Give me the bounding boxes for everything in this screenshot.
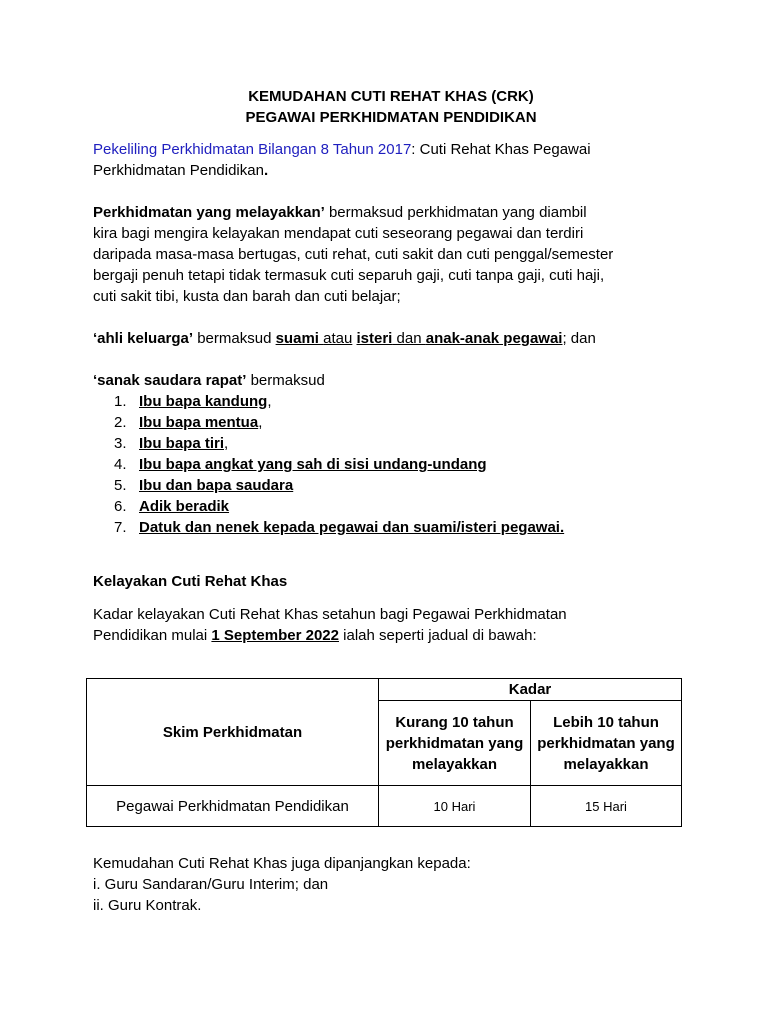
extension-line-2: i. Guru Sandaran/Guru Interim; dan xyxy=(93,876,329,893)
eligibility-intro xyxy=(93,604,693,646)
definition-family xyxy=(93,328,693,349)
definition-relatives-text: bermaksud xyxy=(246,372,325,389)
header-scheme: Skim Perkhidmatan xyxy=(87,679,379,786)
list-item-text: Adik beradik xyxy=(139,498,230,515)
eligibility-intro-line-2a: Pendidikan mulai xyxy=(93,627,212,644)
list-number: 6. xyxy=(114,498,127,515)
list-item-text: Ibu bapa kandung xyxy=(139,393,268,410)
cell-less-10-years: 10 Hari xyxy=(379,786,531,827)
list-number: 7. xyxy=(114,519,127,536)
list-item xyxy=(93,517,693,538)
extension-line-1: Kemudahan Cuti Rehat Khas juga dipanjangkan kepada: xyxy=(93,855,471,872)
list-item xyxy=(93,475,693,496)
list-item-suffix: , xyxy=(224,435,229,452)
list-item-suffix: , xyxy=(258,414,263,431)
definition-service-line-1: bermaksud perkhidmatan yang diambil xyxy=(324,204,587,221)
title-line-1: KEMUDAHAN CUTI REHAT KHAS (CRK) xyxy=(248,88,534,105)
list-item-text: Ibu dan bapa saudara xyxy=(139,477,294,494)
circular-link[interactable]: Pekeliling Perkhidmatan Bilangan 8 Tahun 2017 xyxy=(93,141,412,158)
definition-family-text: bermaksud xyxy=(193,330,276,347)
extension-section xyxy=(93,853,693,916)
reference-colon: : xyxy=(411,141,416,158)
list-number: 5. xyxy=(114,477,127,494)
reference-period: . xyxy=(263,162,269,179)
eligibility-intro-line-2b: ialah seperti jadual di bawah: xyxy=(338,627,537,644)
family-wife: isteri xyxy=(356,330,393,347)
list-item-text: Datuk dan nenek kepada pegawai dan suami/isteri pegawai. xyxy=(139,519,565,536)
reference-text-2: Perkhidmatan Pendidikan xyxy=(93,162,264,179)
list-item-text: Ibu bapa angkat yang sah di sisi undang-undang xyxy=(139,456,487,473)
list-item-suffix: , xyxy=(267,393,272,410)
list-number: 4. xyxy=(114,456,127,473)
table-header-row xyxy=(87,679,682,701)
list-item xyxy=(93,391,693,412)
list-item-text: Ibu bapa mentua xyxy=(139,414,259,431)
extension-line-3: ii. Guru Kontrak. xyxy=(93,897,202,914)
list-item xyxy=(93,412,693,433)
family-or: atau xyxy=(323,330,353,347)
list-number: 1. xyxy=(114,393,127,410)
title-line-2: PEGAWAI PERKHIDMATAN PENDIDIKAN xyxy=(245,109,537,126)
reference-text-1: Cuti Rehat Khas Pegawai xyxy=(415,141,591,158)
definition-relatives-term: ‘sanak saudara rapat’ xyxy=(93,372,247,389)
leave-rate-table xyxy=(86,678,682,827)
family-children: anak-anak pegawai xyxy=(425,330,563,347)
definition-service-term: Perkhidmatan yang melayakkan’ xyxy=(93,204,325,221)
relatives-list xyxy=(93,391,693,538)
list-item-text: Ibu bapa tiri xyxy=(139,435,225,452)
definition-relatives xyxy=(93,370,693,538)
family-end: ; dan xyxy=(562,330,596,347)
definition-service xyxy=(93,202,693,307)
list-item xyxy=(93,454,693,475)
eligibility-heading: Kelayakan Cuti Rehat Khas xyxy=(93,573,288,590)
document-title xyxy=(89,86,693,128)
definition-service-line-5: cuti sakit tibi, kusta dan barah dan cuti belajar; xyxy=(93,288,401,305)
definition-family-term: ‘ahli keluarga’ xyxy=(93,330,194,347)
cell-more-10-years: 15 Hari xyxy=(531,786,682,827)
definition-service-line-4: bergaji penuh tetapi tidak termasuk cuti separuh gaji, cuti tanpa gaji, cuti haji, xyxy=(93,267,605,284)
circular-reference xyxy=(93,139,693,181)
family-husband: suami xyxy=(275,330,324,347)
definition-service-line-2: kira bagi mengira kelayakan mendapat cuti seseorang pegawai dan terdiri xyxy=(93,225,584,242)
definition-service-line-3: daripada masa-masa bertugas, cuti rehat, cuti sakit dan cuti penggal/semester xyxy=(93,246,614,263)
eligibility-effective-date: 1 September 2022 xyxy=(211,627,339,644)
cell-scheme: Pegawai Perkhidmatan Pendidikan xyxy=(87,786,379,827)
list-item xyxy=(93,433,693,454)
header-less-10-years: Kurang 10 tahun perkhidmatan yang melayakkan xyxy=(379,701,531,786)
header-rate: Kadar xyxy=(379,679,682,701)
list-number: 2. xyxy=(114,414,127,431)
family-and: dan xyxy=(392,330,426,347)
eligibility-intro-line-1: Kadar kelayakan Cuti Rehat Khas setahun bagi Pegawai Perkhidmatan xyxy=(93,606,567,623)
table-row xyxy=(87,786,682,827)
document-body xyxy=(93,86,693,646)
list-item xyxy=(93,496,693,517)
list-number: 3. xyxy=(114,435,127,452)
header-more-10-years: Lebih 10 tahun perkhidmatan yang melayakkan xyxy=(531,701,682,786)
